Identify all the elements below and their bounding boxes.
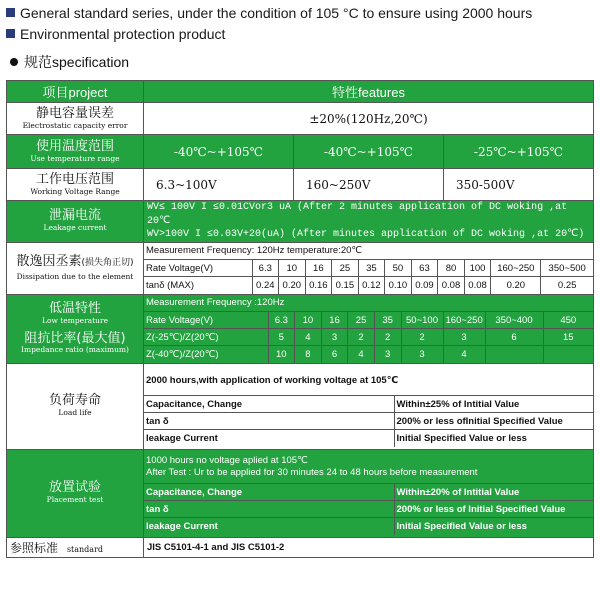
dissipation-voltage-1: 6.3	[252, 260, 279, 277]
lowtemp-voltage-6: 50~100	[401, 312, 443, 329]
lowtemp-z25-1: 5	[268, 329, 295, 346]
placement-key-2: tan δ	[144, 501, 394, 518]
intro-line-2	[6, 23, 596, 44]
loadlife-val-2: 200% or less ofInitial Specified Value	[394, 413, 593, 430]
header-features: 特性features	[144, 81, 594, 103]
lowtemp-z25-5: 2	[374, 329, 401, 346]
lowtemp-z40-6: 3	[401, 346, 443, 363]
lowtemp-voltage-2: 10	[295, 312, 322, 329]
dissipation-tan-10: 0.20	[491, 277, 541, 294]
lowtemp-content	[144, 294, 594, 363]
leakage-value	[144, 201, 594, 243]
voltage-value-2: 160~250V	[294, 169, 444, 201]
voltage-label: 工作电压范围 Working Voltage Range	[7, 169, 144, 201]
temperature-value-2: -40℃~+105℃	[294, 135, 444, 169]
dissipation-voltage-4: 25	[332, 260, 359, 277]
lowtemp-z40-9	[543, 346, 593, 363]
lowtemp-z25-9: 15	[543, 329, 593, 346]
dissipation-tan-4: 0.15	[332, 277, 359, 294]
placement-val-3: Initial Specified Value or less	[394, 518, 593, 535]
loadlife-key-1: Capacitance, Change	[144, 396, 394, 413]
loadlife-val-3: Initial Specified Value or less	[394, 430, 593, 447]
intro-line-1	[6, 2, 596, 23]
lowtemp-voltage-7: 160~250	[443, 312, 485, 329]
lowtemp-z25-6: 2	[401, 329, 443, 346]
loadlife-label: 负荷寿命 Load life	[7, 363, 144, 449]
lowtemp-row	[7, 294, 594, 363]
lowtemp-z25-7: 3	[443, 329, 485, 346]
lowtemp-z40-2: 8	[295, 346, 322, 363]
placement-content	[144, 449, 594, 537]
voltage-value-3: 350-500V	[444, 169, 594, 201]
lowtemp-voltage-9: 450	[543, 312, 593, 329]
dissipation-tan-2: 0.20	[279, 277, 306, 294]
dissipation-voltage-8: 80	[438, 260, 465, 277]
spec-heading	[10, 52, 129, 72]
standard-label: 参照标准 standard	[7, 537, 144, 557]
dissipation-row	[7, 242, 594, 294]
header-row	[7, 81, 594, 103]
dissipation-voltage-7: 63	[411, 260, 438, 277]
loadlife-row	[7, 363, 594, 449]
lowtemp-voltage-3: 16	[321, 312, 348, 329]
dissipation-content	[144, 242, 594, 294]
dissipation-voltage-5: 35	[358, 260, 385, 277]
voltage-row	[7, 169, 594, 201]
intro	[6, 2, 596, 44]
leakage-line-2: WV>100V I ≤0.03V+20(uA) (After minutes application of DC woking ,at 20℃)	[147, 229, 585, 240]
leakage-line-1: WV≤ 100V I ≤0.01CVor3 uA (After 2 minutes application of DC woking ,at 20℃	[147, 202, 568, 227]
dissipation-voltage-6: 50	[385, 260, 412, 277]
dissipation-tan-8: 0.08	[438, 277, 465, 294]
leakage-label: 泄漏电流 Leakage current	[7, 201, 144, 243]
dissipation-tan-1: 0.24	[252, 277, 279, 294]
lowtemp-z40-8	[485, 346, 543, 363]
dissipation-voltage-3: 16	[305, 260, 332, 277]
intro-text-2: Environmental protection product	[20, 25, 226, 42]
placement-label: 放置试验 Placement test	[7, 449, 144, 537]
placement-desc-1: 1000 hours no voltage aplied at 105℃	[146, 454, 308, 466]
leakage-row	[7, 201, 594, 243]
dissipation-label: 散逸因丞素(损失角正切) Dissipation due to the element	[7, 242, 144, 294]
loadlife-key-3: leakage Current	[144, 430, 394, 447]
dissipation-rate-label: Rate Voltage(V)	[144, 260, 252, 277]
dissipation-tan-label: tanδ (MAX)	[144, 277, 252, 294]
dissipation-voltage-11: 350~500	[541, 260, 593, 277]
voltage-value-1: 6.3~100V	[144, 169, 294, 201]
placement-key-1: Capacitance, Change	[144, 484, 394, 501]
dissipation-tan-6: 0.10	[385, 277, 412, 294]
lowtemp-voltage-5: 35	[374, 312, 401, 329]
lowtemp-z25-3: 3	[321, 329, 348, 346]
square-bullet-icon	[6, 29, 15, 38]
lowtemp-z40-7: 4	[443, 346, 485, 363]
lowtemp-z40-label: Z(-40℃)/Z(20℃)	[144, 346, 268, 363]
lowtemp-z25-label: Z(-25℃)/Z(20℃)	[144, 329, 268, 346]
capacitance-row	[7, 103, 594, 135]
dissipation-voltage-9: 100	[464, 260, 491, 277]
loadlife-content	[144, 363, 594, 449]
lowtemp-z25-2: 4	[295, 329, 322, 346]
capacitance-label: 静电容量误差 Electrostatic capacity error	[7, 103, 144, 135]
placement-val-2: 200% or less of Initial Specified Value	[394, 501, 593, 518]
lowtemp-voltage-8: 350~400	[485, 312, 543, 329]
loadlife-desc: 2000 hours,with application of working voltage at 105℃	[144, 366, 593, 396]
standard-row	[7, 537, 594, 557]
dissipation-voltage-10: 160~250	[491, 260, 541, 277]
lowtemp-z40-4: 4	[348, 346, 375, 363]
square-bullet-icon	[6, 8, 15, 17]
lowtemp-z40-3: 6	[321, 346, 348, 363]
dissipation-voltage-2: 10	[279, 260, 306, 277]
lowtemp-voltage-4: 25	[348, 312, 375, 329]
placement-desc	[144, 452, 593, 484]
lowtemp-z40-1: 10	[268, 346, 295, 363]
temperature-row	[7, 135, 594, 169]
placement-key-3: leakage Current	[144, 518, 394, 535]
lowtemp-rate-label: Rate Voltage(V)	[144, 312, 268, 329]
spec-title: 规范specification	[24, 54, 130, 70]
placement-row	[7, 449, 594, 537]
dissipation-measure: Measurement Frequency: 120Hz temperature:20℃	[144, 243, 593, 260]
loadlife-key-2: tan δ	[144, 413, 394, 430]
header-item: 项目project	[7, 81, 144, 103]
temperature-value-1: -40℃~+105℃	[144, 135, 294, 169]
lowtemp-label: 低温特性 Low temperature 阻抗比率(最大值) Impedance ratio (maximum)	[7, 294, 144, 363]
temperature-value-3: -25℃~+105℃	[444, 135, 594, 169]
lowtemp-z40-5: 3	[374, 346, 401, 363]
dissipation-tan-11: 0.25	[541, 277, 593, 294]
placement-val-1: Within±20% of Intitial Value	[394, 484, 593, 501]
dissipation-tan-3: 0.16	[305, 277, 332, 294]
dissipation-tan-7: 0.09	[411, 277, 438, 294]
capacitance-value: ±20%(120Hz,20℃)	[144, 103, 594, 135]
lowtemp-voltage-1: 6.3	[268, 312, 295, 329]
standard-value: JIS C5101-4-1 and JIS C5101-2	[144, 537, 594, 557]
temperature-label: 使用温度范围 Use temperature range	[7, 135, 144, 169]
placement-desc-2: After Test : Ur to be applied for 30 minutes 24 to 48 hours before measurement	[146, 467, 478, 479]
dot-bullet-icon	[10, 58, 18, 66]
spec-table	[6, 80, 594, 558]
lowtemp-measure: Measurement Frequency :120Hz	[144, 295, 593, 312]
loadlife-val-1: Within±25% of Intitial Value	[394, 396, 593, 413]
lowtemp-z25-4: 2	[348, 329, 375, 346]
dissipation-tan-5: 0.12	[358, 277, 385, 294]
intro-text-1: General standard series, under the condition of 105 °C to ensure using 2000 hours	[20, 4, 533, 21]
dissipation-tan-9: 0.08	[464, 277, 491, 294]
lowtemp-z25-8: 6	[485, 329, 543, 346]
